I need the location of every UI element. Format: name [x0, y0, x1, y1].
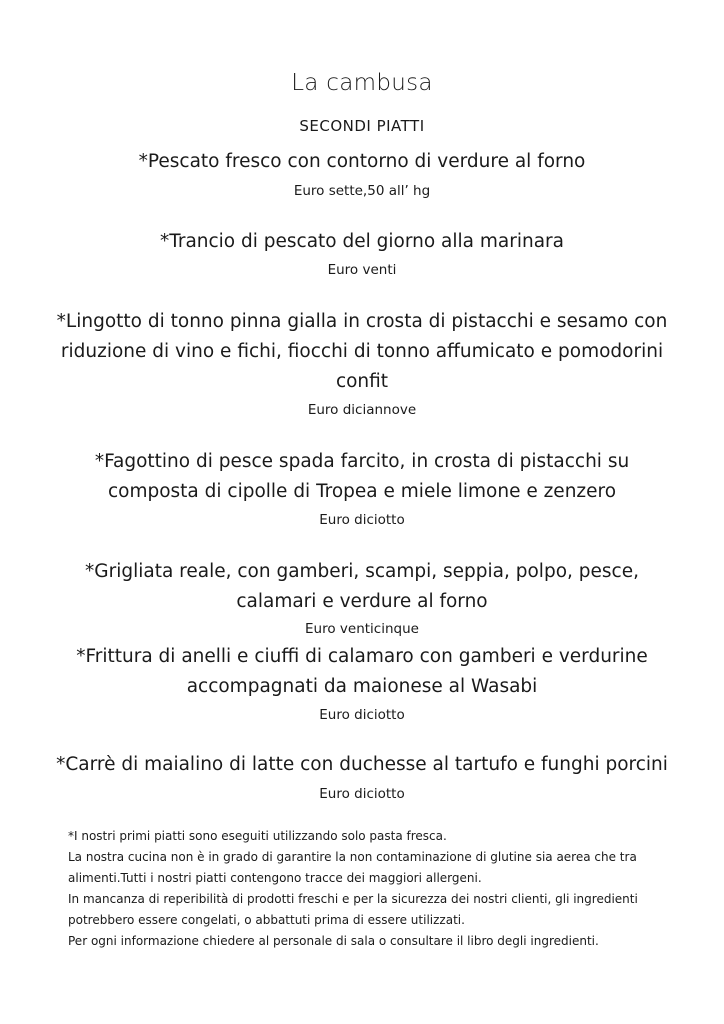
dish-price: Euro venticinque — [305, 621, 419, 637]
dish-name: *Trancio di pescato del giorno alla marinara — [160, 231, 564, 252]
footnote-line: *I nostri primi piatti sono eseguiti utilizzando solo pasta fresca. — [68, 829, 447, 843]
dish-name: *Pescato fresco con contorno di verdure al forno — [138, 151, 586, 172]
dish-price: Euro sette,50 all’ hg — [293, 183, 431, 199]
dish-price: Euro venti — [327, 262, 397, 278]
dish-name: *Fagottino di pesce spada farcito, in crosta di pistacchi su composta di cipolle di Tropea e miele limone e zenzero — [94, 451, 630, 502]
footnote-line: Per ogni informazione chiedere al personale di sala o consultare il libro degli ingredienti. — [68, 934, 599, 948]
dish-name: *Grigliata reale, con gamberi, scampi, seppia, polpo, pesce, calamari e verdure al forno — [85, 561, 639, 612]
dish-price: Euro diciotto — [319, 512, 405, 528]
section-heading: SECONDI PIATTI — [299, 117, 425, 135]
footnote-line: In mancanza di reperibilità di prodotti freschi e per la sicurezza dei nostri clienti, gli ingredienti — [68, 892, 638, 906]
footnote-line: potrebbero essere congelati, o abbattuti prima di essere utilizzati. — [68, 913, 465, 927]
dish-price: Euro diciannove — [307, 402, 417, 418]
dish-name: *Frittura di anelli e ciuffi di calamaro con gamberi e verdurine accompagnati da maionese al Wasabi — [76, 646, 648, 697]
restaurant-title: La cambusa — [291, 70, 433, 96]
dish-name: *Carrè di maialino di latte con duchesse al tartufo e funghi porcini — [56, 754, 668, 775]
footnotes — [68, 826, 658, 952]
dish-name: *Lingotto di tonno pinna gialla in crosta di pistacchi e sesamo con riduzione di vino e fichi, fiocchi di tonno affumicato e pomodorini confit — [56, 311, 668, 392]
dish-price: Euro diciotto — [319, 707, 405, 723]
footnote-line: La nostra cucina non è in grado di garantire la non contaminazione di glutine sia aerea che tra — [68, 850, 637, 864]
dish-price: Euro diciotto — [319, 786, 405, 802]
footnote-line: alimenti.Tutti i nostri piatti contengono tracce dei maggiori allergeni. — [68, 871, 482, 885]
